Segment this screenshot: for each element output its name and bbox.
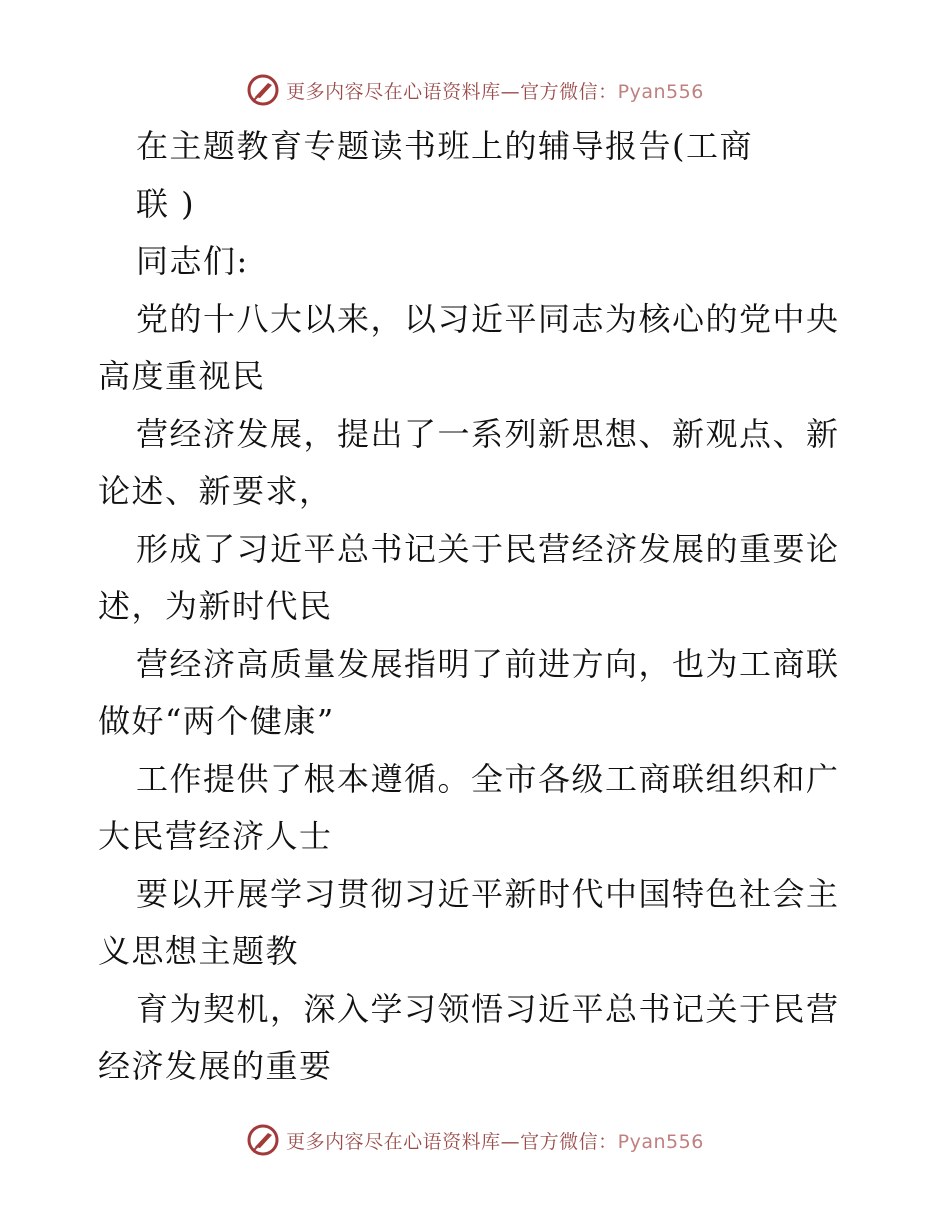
text-line: 营经济高质量发展指明了前进方向，也为工商联 <box>136 644 840 683</box>
paragraph-lines <box>98 291 858 1096</box>
text-line: 党的十八大以来，以习近平同志为核心的党中央 <box>136 299 840 338</box>
watermark-label: 更多内容尽在心语资料库—官方微信： <box>286 1130 618 1153</box>
text-line: 做好“两个健康” <box>98 702 335 740</box>
watermark-text <box>286 1127 704 1154</box>
text-line: 要以开展学习贯彻习近平新时代中国特色社会主 <box>136 874 840 913</box>
document-title-line-2: 联 ) <box>136 184 196 223</box>
text-line: 工作提供了根本遵循。全市各级工商联组织和广 <box>136 759 840 798</box>
quill-seal-icon <box>246 73 280 107</box>
salutation: 同志们: <box>136 242 249 280</box>
document-title-line-1: 在主题教育专题读书班上的辅导报告(工商 <box>136 127 753 165</box>
text-line: 高度重视民 <box>98 357 266 395</box>
header-watermark-banner <box>0 70 950 110</box>
watermark-label: 更多内容尽在心语资料库—官方微信： <box>286 80 618 103</box>
text-line: 义思想主题教 <box>98 932 300 970</box>
text-line: 述，为新时代民 <box>98 587 333 625</box>
wechat-id: Pyan556 <box>617 80 704 103</box>
quill-seal-icon <box>246 1123 280 1157</box>
wechat-id: Pyan556 <box>617 1130 704 1153</box>
footer-watermark-banner <box>0 1120 950 1160</box>
text-line: 形成了习近平总书记关于民营经济发展的重要论 <box>136 529 840 568</box>
text-line: 营经济发展，提出了一系列新思想、新观点、新 <box>136 414 840 453</box>
text-line: 大民营经济人士 <box>98 817 333 855</box>
text-line: 论述、新要求， <box>98 472 333 510</box>
text-line: 经济发展的重要 <box>98 1047 333 1085</box>
text-line: 育为契机，深入学习领悟习近平总书记关于民营 <box>136 989 840 1028</box>
document-body <box>98 118 858 1096</box>
watermark-text <box>286 77 704 104</box>
